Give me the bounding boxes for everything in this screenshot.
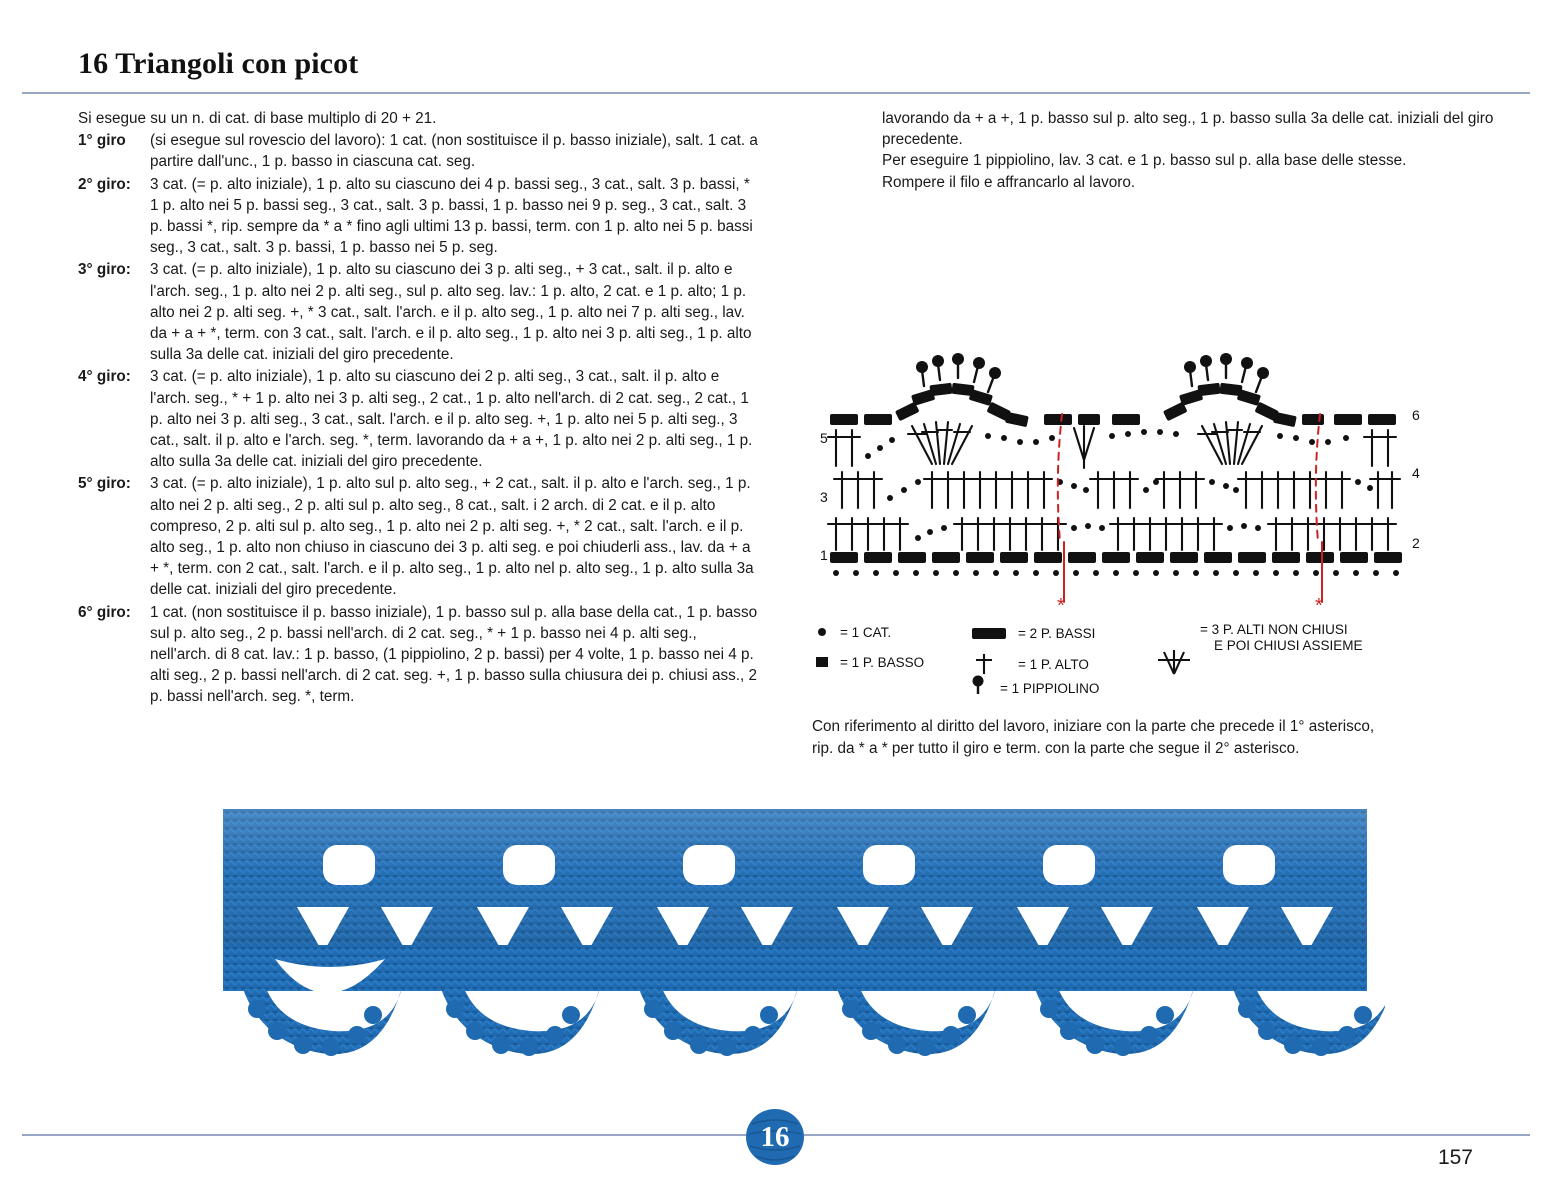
- instruction-row-1: [78, 130, 758, 172]
- continuation-paragraph: lavorando da + a +, 1 p. basso sul p. alto seg., 1 p. basso sulla 3a delle cat. iniziali del giro precedente.: [882, 110, 1494, 149]
- instruction-row-5: [78, 473, 758, 600]
- instruction-row-6: [78, 602, 758, 708]
- row-label-2: 2: [1412, 535, 1420, 551]
- intro-text: Si esegue su un n. di cat. di base multiplo di 20 + 21.: [78, 110, 437, 127]
- row-label-6: 6: [1412, 407, 1420, 423]
- legend-wide-rect-icon: [972, 628, 1006, 639]
- legend-small-rect-icon: [816, 657, 828, 667]
- legend-text-picot: = 1 PIPPIOLINO: [1000, 681, 1100, 696]
- chart-legend: [812, 620, 1372, 700]
- lace-sample-photo: [205, 795, 1385, 1070]
- page-number: 157: [1437, 1146, 1473, 1169]
- repeat-note-line-2: rip. da * a * per tutto il giro e term. con la parte che segue il 2° asterisco.: [812, 739, 1300, 757]
- legend-dot-icon: [818, 628, 826, 636]
- row-text: 3 cat. (= p. alto iniziale), 1 p. alto su ciascuno dei 3 p. alti seg., + 3 cat., salt. il p. alto e l'arch. seg., 1 p. alto nei 2 p. alti seg., sul p. alto seg. lav.: 1 p. alto, 2 cat. e 1 p. alto; 1 p. alto nei 2 p. alti seg. +, * 3 cat., salt. l'arch. e il p. alto seg., 1 p. alto nei 7 p. alti seg., lav. da + a + *, term. con 3 cat., salt. l'arch. e il p. alto seg., 1 p. alto nei 3 p. alti seg., 1 p. alto sulla 3a delle cat. iniziali del giro precedente.: [150, 261, 752, 364]
- row6-scallops: [830, 353, 1396, 427]
- lace-band: [223, 809, 1385, 1056]
- badge-number: 16: [760, 1120, 790, 1153]
- repeat-note: [812, 716, 1532, 759]
- page-title-text: Triangoli con picot: [115, 47, 359, 80]
- row-text: 3 cat. (= p. alto iniziale), 1 p. alto su ciascuno dei 2 p. alti seg., 3 cat., salt. il p. alto e l'arch. seg., * + 1 p. alto nei 3 p. alti seg., 2 cat., 1 p. alto nell'arch. di 2 cat. seg., 2 cat., 1 p. alto nei 3 p. alti seg., 3 cat., salt. l'arch. e il p. alto seg. +, 1 p. alto nei 5 p. alti seg., 3 cat., salt. il p. alto e l'arch. seg. *, term. lavorando da + a +, 1 p. alto nei 2 p. alti seg., 1 p. alto sulla 3a delle cat. iniziali del giro precedente.: [150, 368, 753, 471]
- foundation-chain-dots: [833, 570, 1399, 576]
- row-text: 1 cat. (non sostituisce il p. basso iniziale), 1 p. basso sul p. alla base della cat., 1 p. basso sul p. alto seg., 2 p. bassi nell'arch. di 2 cat. seg., * + 1 p. basso nei 4 p. alti seg., nell'arch. di 8 cat. lav.: 1 p. basso, (1 pippiolino, 2 p. bassi) per 4 volte, 1 p. basso nei 4 p. alti seg., 2 p. bassi nell'arch. di 2 cat. seg. +, 1 p. basso sulla chiusura dei p. chiusi ass., 2 p. bassi nell'arch. seg. *, term.: [150, 603, 758, 706]
- row3-treble-stitches: [828, 518, 1396, 550]
- instructions-left-column: [78, 108, 758, 708]
- instructions-right-column: [882, 108, 1530, 193]
- legend-text-tr: = 1 P. ALTO: [1018, 657, 1089, 672]
- row-text: 3 cat. (= p. alto iniziale), 1 p. alto sul p. alto seg., + 2 cat., salt. il p. alto e l'arch. seg., 1 p. alto nei 2 p. alti seg., 2 p. alti sul p. alto seg., 8 cat., salt. i 2 arch. di 2 cat. e il p. alto compreso, 2 p. alti sul p. alto seg., 1 p. alto nei 2 p. alti seg. +, * 2 cat., salt. l'arch. e il p. alto seg., 1 p. alto non chiuso in ciascuno dei 3 p. alti seg. e poi chiuderli ass., lav. da + a + *, term. con 2 cat., salt. l'arch. e il p. alto seg., 1 p. alto nel p. alto seg., 1 p. alto sulla 3a delle cat. iniziali del giro precedente.: [150, 475, 754, 599]
- pattern-number-badge: [742, 1106, 808, 1168]
- row2-single-crochet-bar: [830, 552, 1402, 563]
- instruction-row-4: [78, 366, 758, 472]
- svg-text:*: *: [1057, 595, 1065, 617]
- row-label: 6° giro:: [78, 603, 131, 621]
- crochet-chart-diagram: [812, 330, 1432, 620]
- row-label: 5° giro:: [78, 475, 131, 493]
- legend-text-chain: = 1 CAT.: [840, 625, 892, 640]
- legend-text-cluster-line1: = 3 P. ALTI NON CHIUSI: [1200, 622, 1348, 637]
- legend-text-2sc: = 2 P. BASSI: [1018, 626, 1096, 641]
- finishing-paragraph: Rompere il filo e affrancarlo al lavoro.: [882, 173, 1136, 191]
- row-label: 1° giro: [78, 132, 126, 150]
- legend-text-cluster-line2: E POI CHIUSI ASSIEME: [1214, 638, 1363, 653]
- header-divider: [22, 92, 1530, 94]
- row-label-3: 3: [820, 489, 828, 505]
- row-label-5: 5: [820, 430, 828, 446]
- row-label: 4° giro:: [78, 368, 131, 386]
- page-title-number: 16: [78, 47, 109, 80]
- legend-text-sc: = 1 P. BASSO: [840, 655, 925, 670]
- instruction-row-3: [78, 259, 758, 365]
- row-text: (si esegue sul rovescio del lavoro): 1 cat. (non sostituisce il p. basso iniziale), salt. 1 cat. a partire dall'unc., 1 p. basso in ciascuna cat. seg.: [150, 132, 758, 171]
- row-label-1: 1: [820, 547, 828, 563]
- picot-paragraph: Per eseguire 1 pippiolino, lav. 3 cat. e 1 p. basso sul p. alla base delle stesse.: [882, 152, 1407, 170]
- repeat-asterisks: [1057, 595, 1323, 617]
- row-label: 2° giro:: [78, 175, 131, 193]
- legend-cross-icon: [976, 654, 992, 674]
- row-label-4: 4: [1412, 465, 1420, 481]
- legend-cluster-icon: [1164, 650, 1184, 674]
- row-label: 3° giro:: [78, 261, 131, 279]
- repeat-note-line-1: Con riferimento al diritto del lavoro, iniziare con la parte che precede il 1° asterisco,: [812, 718, 1375, 735]
- svg-text:*: *: [1315, 595, 1323, 617]
- instruction-row-2: [78, 174, 758, 259]
- page-title: [78, 47, 358, 81]
- row4-treble-stitches: [834, 472, 1400, 508]
- row-text: 3 cat. (= p. alto iniziale), 1 p. alto su ciascuno dei 4 p. bassi seg., 3 cat., salt. 3 p. bassi, * 1 p. alto nei 5 p. bassi seg., 3 cat., salt. 3 p. bassi, 1 p. basso nei 9 p. seg., 3 cat., salt. 3 p. bassi *, rip. sempre da * a * fino agli ultimi 13 p. bassi, term. con 1 p. alto nei 5 p. bassi seg., 3 cat., salt. 3 p. bassi, 1 p. basso nei 5 p. seg.: [150, 175, 753, 257]
- row5-treble-fans: [828, 422, 1396, 468]
